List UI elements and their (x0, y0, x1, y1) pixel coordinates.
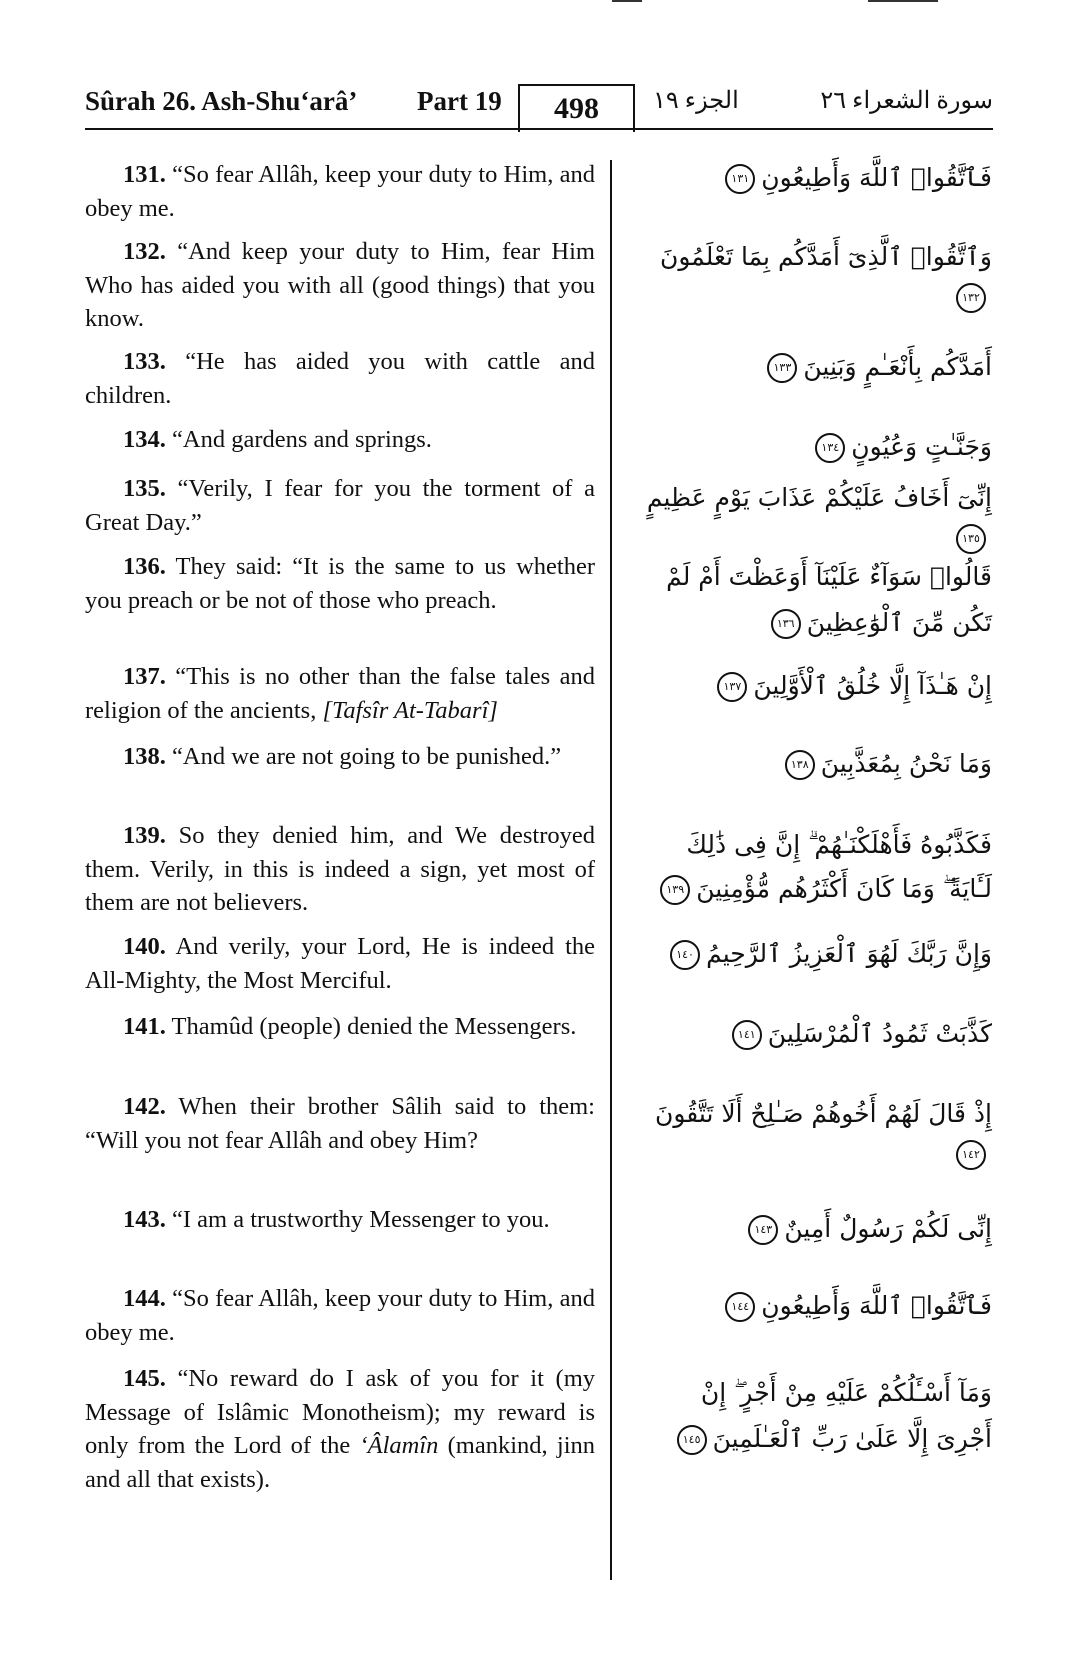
verse-arabic: قَالُوا۟ سَوَآءٌ عَلَيْنَآ أَوَعَظْتَ أَمْ لَمْ تَكُن مِّنَ ٱلْوَٰعِظِينَ١٣٦ (666, 562, 992, 637)
verse-number: 140. (123, 933, 166, 960)
verse-number: 142. (123, 1093, 166, 1120)
ayah-end-marker: ١٣٥ (956, 524, 986, 554)
verse-translation: 134. “And gardens and springs. (123, 426, 432, 453)
surah-title-ar: سورة الشعراء ٢٦ (820, 88, 993, 114)
verse-translation: 143. “I am a trustworthy Messenger to you. (123, 1206, 550, 1233)
verse-number: 143. (123, 1206, 166, 1233)
ayah-end-marker: ١٤١ (732, 1020, 762, 1050)
verse-translation: 132. “And keep your duty to Him, fear Him Who has aided you with all (good things) that you know. (85, 238, 595, 332)
verse-translation: 139. So they denied him, and We destroyed them. Verily, in this is indeed a sign, yet most of them are not believers. (85, 822, 595, 916)
verse-translation: 131. “So fear Allâh, keep your duty to Him, and obey me. (85, 161, 595, 222)
ayah-end-marker: ١٣٩ (660, 875, 690, 905)
verse-arabic: فَكَذَّبُوهُ فَأَهْلَكْنَـٰهُمْ ۗ إِنَّ فِى ذَٰلِكَ لَـَٔايَةً ۖ وَمَا كَانَ أَكْثَرُهُم مُّؤْمِنِينَ١٣٩ (640, 823, 992, 911)
ayah-end-marker: ١٣٤ (815, 433, 845, 463)
verse-number: 131. (123, 161, 166, 188)
verse-number: 135. (123, 475, 166, 502)
verse-arabic: وَمَآ أَسْـَٔلُكُمْ عَلَيْهِ مِنْ أَجْرٍ ۖ إِنْ أَجْرِىَ إِلَّا عَلَىٰ رَبِّ ٱلْعَـٰلَمِينَ١٤٥ (640, 1370, 992, 1462)
verse-number: 138. (123, 743, 166, 770)
verse-translation: 140. And verily, your Lord, He is indeed the All-Mighty, the Most Merciful. (85, 933, 595, 994)
header-rule (85, 128, 993, 130)
surah-title-en: Sûrah 26. Ash-Shu‘arâ’ (85, 86, 358, 116)
verse-arabic: فَٱتَّقُوا۟ ٱللَّهَ وَأَطِيعُونِ١٣١ (640, 158, 992, 198)
column-divider (610, 160, 612, 1580)
ayah-end-marker: ١٣٦ (771, 609, 801, 639)
verse-arabic: فَٱتَّقُوا۟ ٱللَّهَ وَأَطِيعُونِ١٤٤ (640, 1286, 992, 1326)
verse-translation: 136. They said: “It is the same to us whether you preach or be not of those who preach. (85, 553, 595, 614)
verse-number: 137. (123, 663, 166, 690)
ayah-end-marker: ١٣٧ (717, 672, 747, 702)
verse-number: 145. (123, 1365, 166, 1392)
ayah-end-marker: ١٣٨ (785, 750, 815, 780)
verse-translation: 137. “This is no other than the false tales and religion of the ancients, [Tafsîr At-Tabarî] (85, 663, 595, 724)
verse-arabic: إِذْ قَالَ لَهُمْ أَخُوهُمْ صَـٰلِحٌ أَلَا تَتَّقُونَ١٤٢ (640, 1094, 992, 1174)
verse-number: 136. (123, 553, 166, 580)
verse-arabic: وَإِنَّ رَبَّكَ لَهُوَ ٱلْعَزِيزُ ٱلرَّحِيمُ١٤٠ (640, 934, 992, 974)
verse-arabic: كَذَّبَتْ ثَمُودُ ٱلْمُرْسَلِينَ١٤١ (640, 1014, 992, 1054)
verse-number: 132. (123, 238, 166, 265)
ayah-end-marker: ١٤٢ (956, 1140, 986, 1170)
verse-translation: 144. “So fear Allâh, keep your duty to Him, and obey me. (85, 1285, 595, 1346)
verse-number: 133. (123, 348, 166, 375)
verse-number: 139. (123, 822, 166, 849)
verse-arabic: إِنْ هَـٰذَآ إِلَّا خُلُقُ ٱلْأَوَّلِينَ١٣٧ (640, 666, 992, 706)
verse-arabic: وَمَا نَحْنُ بِمُعَذَّبِينَ١٣٨ (640, 744, 992, 784)
verse-number: 134. (123, 426, 166, 453)
juz-label-ar: الجزء ١٩ (653, 88, 739, 114)
verse-translation: 141. Thamûd (people) denied the Messengers. (123, 1013, 577, 1040)
verse-translation: 133. “He has aided you with cattle and children. (85, 348, 595, 409)
ayah-end-marker: ١٣١ (725, 164, 755, 194)
top-crop-mark-left (612, 0, 642, 2)
verse-translation: 135. “Verily, I fear for you the torment of a Great Day.” (85, 475, 595, 536)
ayah-end-marker: ١٤٠ (670, 940, 700, 970)
ayah-end-marker: ١٤٥ (677, 1425, 707, 1455)
part-label-en: Part 19 (417, 86, 502, 116)
page-number: 498 (518, 84, 635, 132)
ayah-end-marker: ١٤٤ (725, 1292, 755, 1322)
ayah-end-marker: ١٣٣ (767, 353, 797, 383)
ayah-end-marker: ١٤٣ (748, 1215, 778, 1245)
verse-number: 144. (123, 1285, 166, 1312)
top-crop-mark-right (868, 0, 938, 2)
verse-arabic: أَمَدَّكُم بِأَنْعَـٰمٍ وَبَنِينَ١٣٣ (640, 347, 992, 387)
verse-arabic: وَجَنَّـٰتٍ وَعُيُونٍ١٣٤ (640, 427, 992, 467)
verse-translation: 138. “And we are not going to be punished.” (123, 743, 562, 770)
verse-arabic: وَٱتَّقُوا۟ ٱلَّذِىٓ أَمَدَّكُم بِمَا تَعْلَمُونَ١٣٢ (640, 237, 992, 317)
ayah-end-marker: ١٣٢ (956, 283, 986, 313)
verse-number: 141. (123, 1013, 166, 1040)
running-header (85, 86, 993, 130)
verse-arabic: إِنِّى لَكُمْ رَسُولٌ أَمِينٌ١٤٣ (640, 1209, 992, 1249)
verse-translation: 142. When their brother Sâlih said to them: “Will you not fear Allâh and obey Him? (85, 1093, 595, 1154)
verse-arabic: إِنِّىٓ أَخَافُ عَلَيْكُمْ عَذَابَ يَوْمٍ عَظِيمٍ١٣٥ (640, 478, 992, 558)
verse-translation: 145. “No reward do I ask of you for it (my Message of Islâmic Monotheism); my reward is only from the Lord of the ‘Âlamîn (mankind, jinn and all that exists). (85, 1365, 596, 1493)
